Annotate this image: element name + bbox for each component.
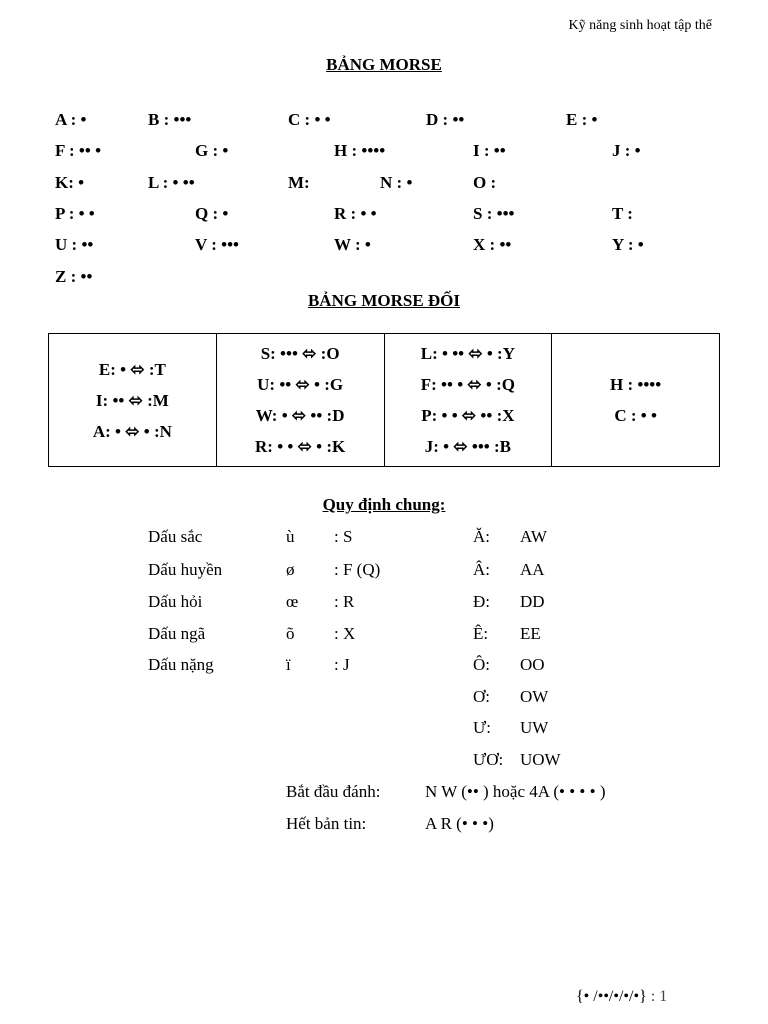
morse-p: P : • • [55,204,95,223]
page-footer [576,988,667,1006]
morse-y: Y : • [612,235,644,254]
morse-s: S : ••• [473,204,515,223]
letter-value: EE [520,624,541,643]
page-header: Kỹ năng sinh hoạt tập thể [568,18,712,33]
tone-symbol: ø [286,560,295,579]
letter-value: AW [520,527,547,546]
doi-cell-2 [216,334,384,467]
letter-value: UOW [520,750,561,769]
letter-value: UW [520,718,549,737]
doi-pair: L: • •• ⬄ • :Y [420,344,515,363]
tone-name: Dấu nặng [148,655,214,674]
rules-title: Quy định chung: [322,495,446,514]
tone-code: : R [334,592,355,611]
letter-key: Â: [473,560,490,579]
morse-c: C : • • [288,110,331,129]
morse-u: U : •• [55,235,94,254]
morse-i: I : •• [473,141,506,160]
doi-pair: C : • • [614,406,657,425]
doi-cell-4 [552,334,720,467]
morse-doi-table [48,333,720,467]
letter-value: AA [520,560,545,579]
doi-pair: R: • • ⬄ • :K [255,437,346,456]
letter-key: Ô: [473,655,490,674]
morse-q: Q : • [195,204,229,223]
morse-l: L : • •• [148,173,195,192]
letter-value: OW [520,687,549,706]
letter-key: ƯƠ: [473,750,504,769]
letter-key: Ơ: [473,687,490,706]
tone-name: Dấu huyền [148,560,223,579]
letter-key: Ư: [473,718,491,737]
doi-pair: A: • ⬄ • :N [92,421,172,441]
doi-pair: F: •• • ⬄ • :Q [420,375,515,394]
morse-m: M: [288,173,310,192]
tone-name: Dấu sắc [148,527,203,546]
tone-code: : J [334,655,350,674]
tone-symbol: ï [286,655,291,674]
letter-key: Đ: [473,592,490,611]
doi-pair: H : •••• [610,375,662,394]
morse-a: A : • [55,110,87,129]
page-number: : 1 [650,988,668,1005]
tone-code: : X [334,624,356,643]
doi-pair: P: • • ⬄ •• :X [421,406,515,425]
doi-pair: E: • ⬄ :T [98,359,166,379]
doi-pair: W: • ⬄ •• :D [255,406,345,425]
doi-cell-1 [49,334,217,467]
morse-doi-title: BẢNG MORSE ĐỐI [307,291,461,310]
tone-symbol: õ [286,624,295,643]
morse-w: W : • [334,235,371,254]
morse-n: N : • [380,173,413,192]
end-value: A R (• • •) [425,814,494,833]
tone-code: : S [334,527,353,546]
morse-d: D : •• [426,110,465,129]
morse-z: Z : •• [55,267,93,286]
letter-value: DD [520,592,545,611]
morse-t: T : [612,204,633,223]
start-value: N W (•• ) hoặc 4A (• • • • ) [425,782,606,801]
morse-b: B : ••• [148,110,192,129]
morse-e: E : • [566,110,598,129]
morse-v: V : ••• [195,235,239,254]
tone-name: Dấu ngã [148,624,206,643]
morse-g: G : • [195,141,229,160]
morse-k: K: • [55,173,85,192]
morse-x: X : •• [473,235,512,254]
footer-symbol: {• /••/•/•/•} [576,988,647,1005]
morse-f: F : •• • [55,141,102,160]
tone-name: Dấu hỏi [148,592,203,611]
tone-symbol: œ [286,592,299,611]
tone-code: : F (Q) [334,560,381,579]
morse-j: J : • [612,141,641,160]
doi-pair: S: ••• ⬄ :O [260,344,340,363]
doi-pair: U: •• ⬄ • :G [257,375,344,394]
letter-key: Ê: [473,624,489,643]
tone-symbol: ù [286,527,295,546]
doi-cell-3 [384,334,552,467]
end-label: Hết bản tin: [286,814,367,833]
morse-h: H : •••• [334,141,386,160]
letter-key: Ă: [473,527,490,546]
morse-title: BẢNG MORSE [326,55,442,74]
morse-r: R : • • [334,204,377,223]
doi-pair: J: • ⬄ ••• :B [424,437,511,456]
morse-o: O : [473,173,497,192]
doi-pair: I: •• ⬄ :M [95,390,169,410]
letter-value: OO [520,655,545,674]
start-label: Bắt đầu đánh: [286,782,381,801]
